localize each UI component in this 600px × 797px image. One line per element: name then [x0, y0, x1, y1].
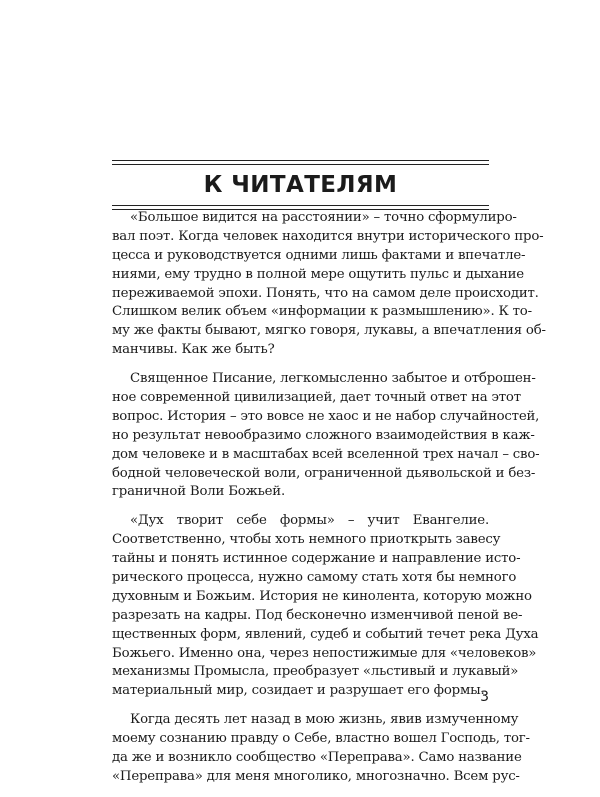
text-line: да же и возникло сообщество «Переправа». Само название: [112, 750, 522, 766]
text-line: духовным и Божьим. История не кинолента, которую можно: [112, 588, 532, 604]
text-line: Божьего. Именно она, через непостижимые для «человеков»: [112, 645, 537, 661]
title-rule-top: [112, 160, 489, 161]
text-line: граничной Воли Божьей.: [112, 484, 285, 500]
text-line: щественных форм, явлений, судеб и событий течет река Духа: [112, 626, 539, 642]
text-line: моему сознанию правду о Себе, властно вошел Господь, тог-: [112, 731, 530, 747]
text-line: «Большое видится на расстоянии» – точно сформулиро-: [130, 210, 517, 225]
text-line: цесса и руководствуется одними лишь фактами и впечатле-: [112, 247, 526, 263]
paragraph-4: [112, 711, 530, 787]
text-line: Соответственно, чтобы хоть немного приоткрыть завесу: [112, 532, 501, 548]
paragraph-3: [112, 512, 539, 701]
page-number: 3: [480, 689, 489, 705]
text-line: Священное Писание, легкомысленно забытое и отброшен-: [130, 371, 536, 387]
body-text: [112, 209, 546, 797]
text-line: переживаемой эпохи. Понять, что на самом деле происходит.: [112, 285, 539, 301]
text-line: му же факты бывают, мягко говоря, лукавы, а впечатления об-: [112, 323, 546, 339]
text-line: ное современной цивилизацией, дает точный ответ на этот: [112, 390, 521, 406]
text-line: манчивы. Как же быть?: [112, 342, 275, 358]
text-line: разрезать на кадры. Под бесконечно изменчивой пеной ве-: [112, 607, 523, 623]
text-line: тайны и понять истинное содержание и направление исто-: [112, 551, 521, 567]
text-line: дом человеке и в масштабах всей вселенной трех начал – сво-: [112, 446, 540, 462]
title-rule-bottom-inner: [112, 205, 489, 206]
text-line: вопрос. История – это вовсе не хаос и не набор случайностей,: [112, 408, 540, 424]
text-line: Когда десять лет назад в мою жизнь, явив измученному: [130, 712, 519, 728]
text-line: вал поэт. Когда человек находится внутри исторического про-: [112, 228, 544, 244]
text-line: «Переправа» для меня многолико, многозначно. Всем рус-: [112, 768, 520, 784]
text-line: ниями, ему трудно в полной мере ощутить пульс и дыхание: [112, 266, 524, 282]
heading-block: [112, 160, 489, 210]
paragraph-2: [112, 370, 540, 502]
text-line: Слишком велик объем «информации к размышлению». К то-: [112, 304, 532, 320]
text-line: но результат невообразимо сложного взаимодействия в каж-: [112, 427, 535, 443]
text-line: рического процесса, нужно самому стать хотя бы немного: [112, 570, 517, 586]
page-title: К ЧИТАТЕЛЯМ: [203, 172, 398, 198]
text-line: «Дух творит себе формы» – учит Евангелие.: [130, 513, 489, 529]
text-line: бодной человеческой воли, ограниченной дьявольской и без-: [112, 465, 536, 481]
paragraph-1: [112, 209, 546, 360]
text-line: механизмы Промысла, преобразует «льстивый и лукавый»: [112, 664, 519, 680]
text-line: материальный мир, созидает и разрушает его формы.: [112, 683, 485, 699]
